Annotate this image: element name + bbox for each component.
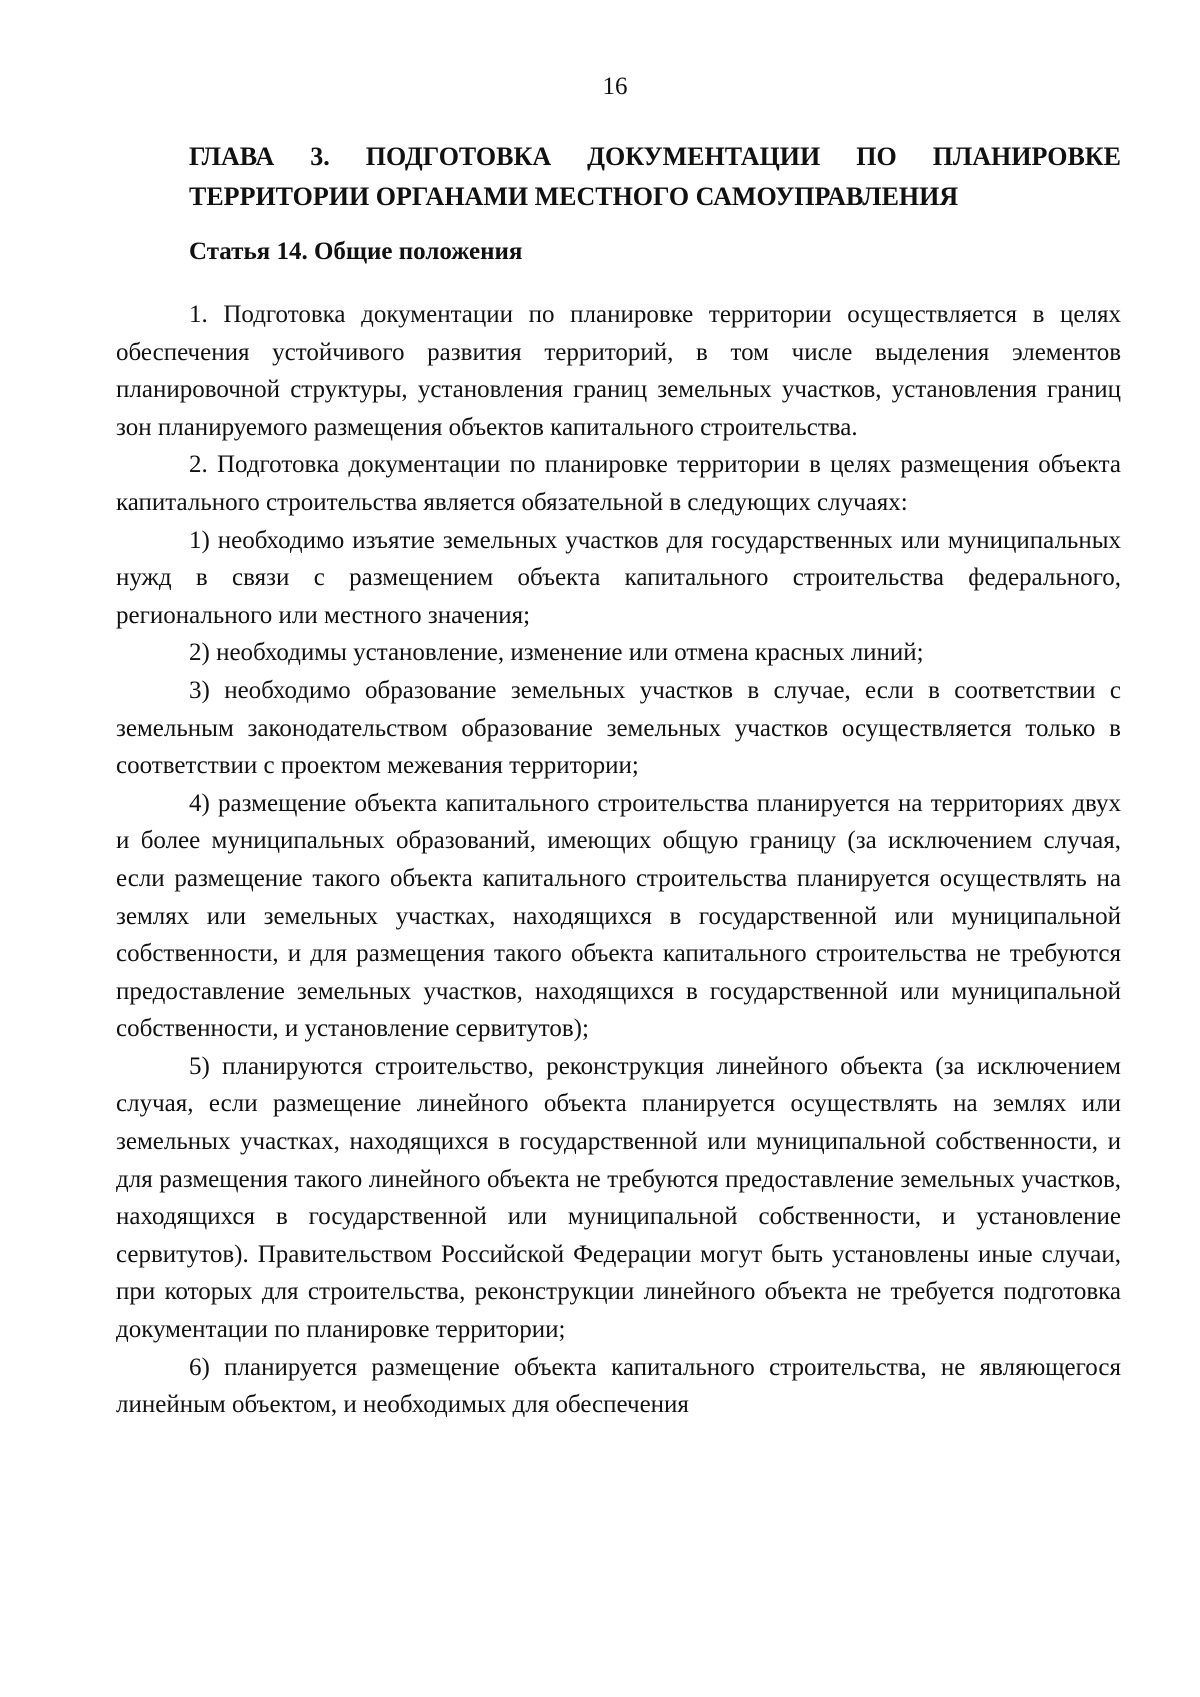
list-item-4: 4) размещение объекта капитального строительства планируется на территориях двух и более муниципальных образований, имеющих общую границу (за исключением случая, если размещение такого объекта капитального строительства планируется осуществлять на землях или земельных участках, находящихся в государственной или муниципальной собственности, и для размещения такого объекта капитального строительства не требуются предоставление земельных участков, находящихся в государственной или муниципальной собственности, и установление сервитутов); [116, 789, 1121, 1043]
page-number: 16 [602, 73, 628, 100]
list-item-2: 2) необходимы установление, изменение или отмена красных линий; [189, 639, 924, 667]
chapter-title-line-2: ТЕРРИТОРИИ ОРГАНАМИ МЕСТНОГО САМОУПРАВЛЕНИЯ [189, 182, 959, 211]
list-item-5: 5) планируются строительство, реконструкция линейного объекта (за исключением случая, если размещение линейного объекта планируется осуществлять на землях или земельных участках, находящихся в государственной или муниципальной собственности, и для размещения такого линейного объекта не требуются предоставление земельных участков, находящихся в государственной или муниципальной собственности, и установление сервитутов). Правительством Российской Федерации могут быть установлены иные случаи, при которых для строительства, реконструкции линейного объекта не требуется подготовка документации по планировке территории; [116, 1052, 1121, 1344]
paragraph-1: 1. Подготовка документации по планировке территории осуществляется в целях обеспечения устойчивого развития территорий, в том числе выделения элементов планировочной структуры, установления границ земельных участков, установления границ зон планируемого размещения объектов капитального строительства. [116, 301, 1121, 441]
list-item-1: 1) необходимо изъятие земельных участков для государственных или муниципальных нужд в связи с размещением объекта капитального строительства федерального, регионального или местного значения; [116, 526, 1121, 629]
chapter-title-line-1: ГЛАВА 3. ПОДГОТОВКА ДОКУМЕНТАЦИИ ПО ПЛАНИРОВКЕ [189, 142, 1121, 171]
article-body [116, 296, 1121, 1424]
article-title: Статья 14. Общие положения [189, 238, 523, 265]
list-item-6: 6) планируется размещение объекта капитального строительства, не являющегося линейным объектом, и необходимых для обеспечения [116, 1353, 1121, 1419]
list-item-3: 3) необходимо образование земельных участков в случае, если в соответствии с земельным законодательством образование земельных участков осуществляется только в соответствии с проектом межевания территории; [116, 676, 1121, 780]
paragraph-2: 2. Подготовка документации по планировке территории в целях размещения объекта капитального строительства является обязательной в следующих случаях: [116, 451, 1121, 516]
chapter-title [189, 137, 1121, 217]
